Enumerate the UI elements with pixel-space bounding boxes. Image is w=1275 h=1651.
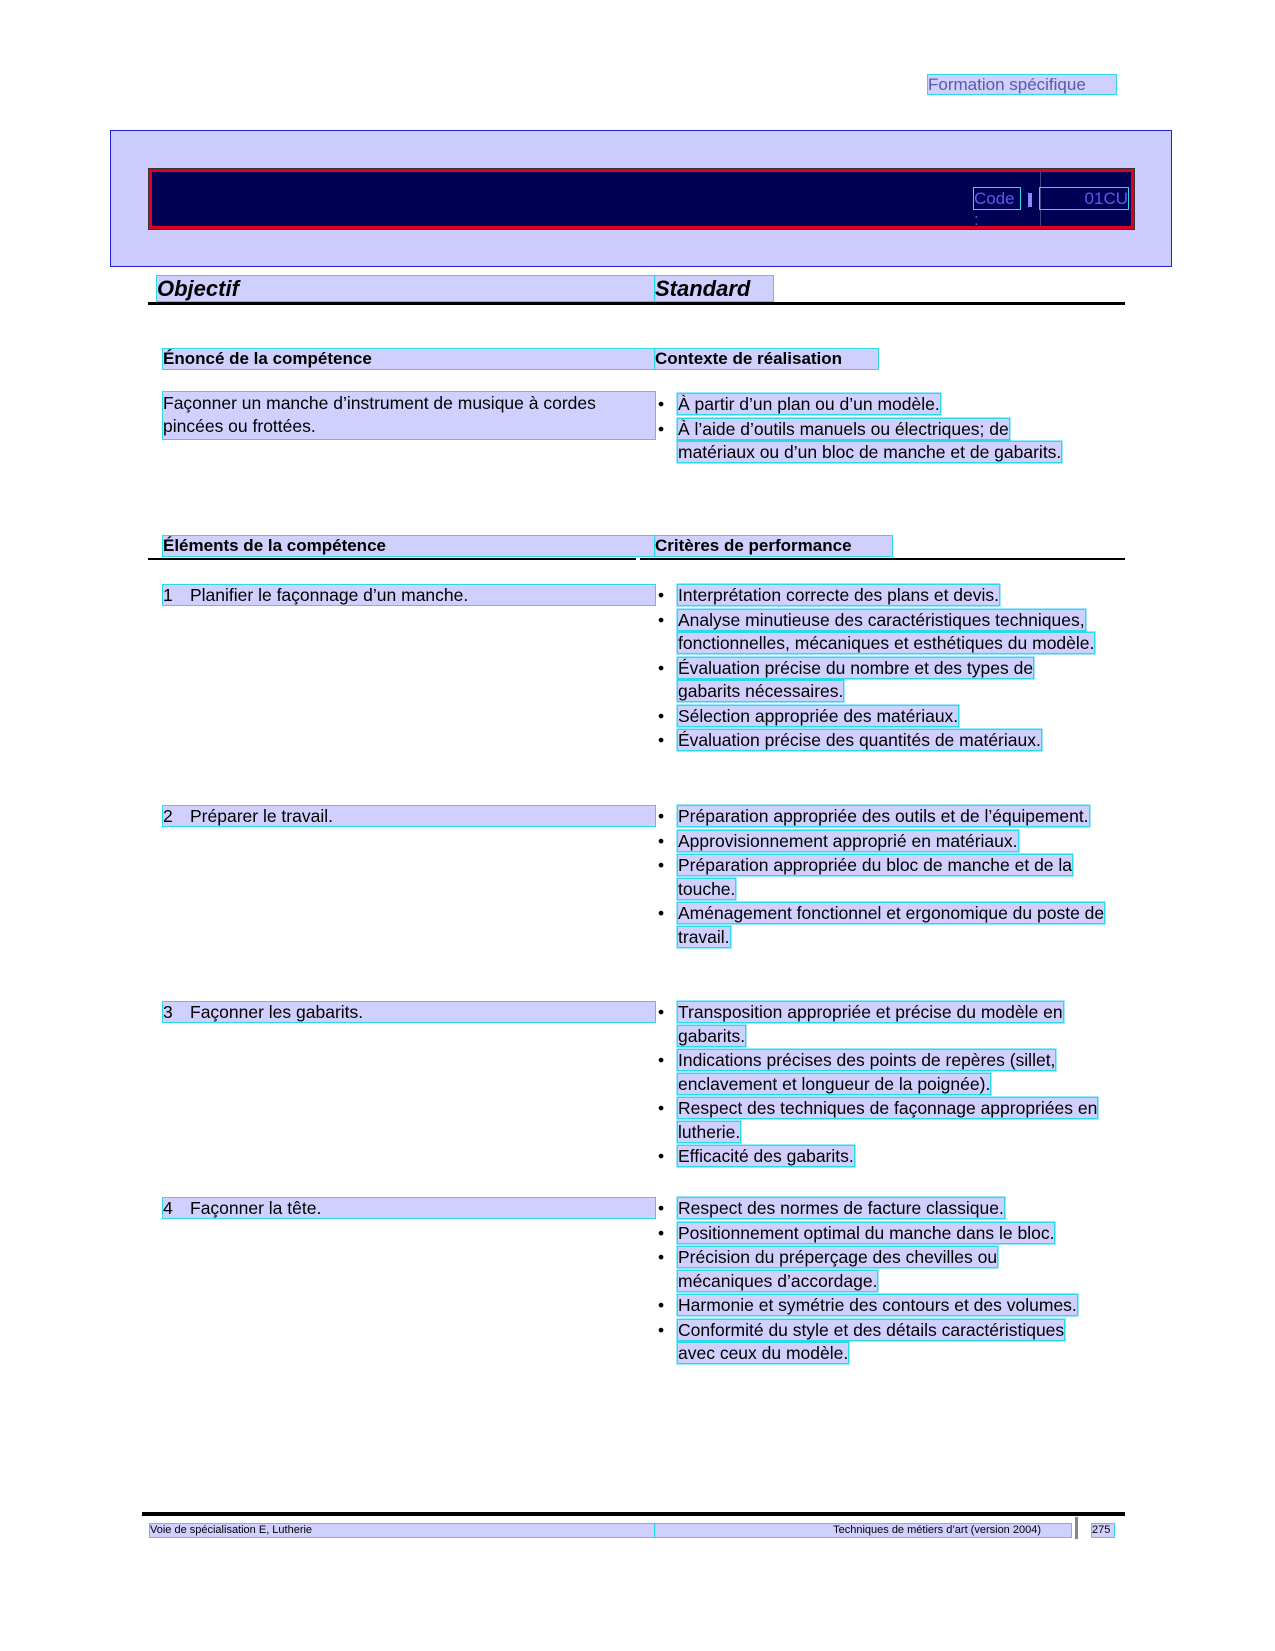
list-item: • Évaluation précise des quantités de matériaux. bbox=[655, 729, 1095, 753]
element-row bbox=[163, 1002, 655, 1022]
element-number: 1 bbox=[163, 585, 173, 605]
element-label: Façonner la tête. bbox=[190, 1198, 322, 1218]
element-number: 2 bbox=[163, 806, 173, 826]
footer-rule bbox=[142, 1512, 1125, 1516]
competence-heading: Énoncé de la compétence bbox=[163, 349, 655, 369]
list-item: • Préparation appropriée du bloc de manche et de la touche. bbox=[655, 854, 1115, 901]
element-number: 3 bbox=[163, 1002, 173, 1022]
element-label: Préparer le travail. bbox=[190, 806, 333, 826]
list-item: • Précision du préperçage des chevilles ou mécaniques d’accordage. bbox=[655, 1246, 1085, 1293]
list-item: • Aménagement fonctionnel et ergonomique du poste de travail. bbox=[655, 902, 1115, 949]
code-separator-mark bbox=[1028, 193, 1032, 207]
criteria-list-4 bbox=[655, 1197, 1085, 1367]
list-item: • Conformité du style et des détails caractéristiques avec ceux du modèle. bbox=[655, 1319, 1085, 1366]
list-item: • Évaluation précise du nombre et des types de gabarits nécessaires. bbox=[655, 657, 1095, 704]
criteria-list-2 bbox=[655, 805, 1115, 950]
section-label: Formation spécifique bbox=[928, 75, 1116, 94]
column-header-standard: Standard bbox=[655, 276, 773, 301]
element-row bbox=[163, 585, 655, 605]
code-value: 01CU bbox=[1040, 188, 1128, 209]
list-item: • À l’aide d’outils manuels ou électriques; de matériaux ou d’un bloc de manche et de gabarits. bbox=[655, 418, 1080, 465]
list-item: • Efficacité des gabarits. bbox=[655, 1145, 1100, 1169]
footer-separator bbox=[1075, 1517, 1078, 1539]
elements-rule bbox=[148, 558, 636, 560]
list-item: • Interprétation correcte des plans et devis. bbox=[655, 584, 1095, 608]
criteria-list-1 bbox=[655, 584, 1095, 754]
list-item: • À partir d’un plan ou d’un modèle. bbox=[655, 393, 1080, 417]
footer-right-text: Techniques de métiers d’art (version 2004) bbox=[655, 1524, 1071, 1537]
criteria-rule bbox=[640, 558, 1125, 560]
criteria-heading: Critères de performance bbox=[655, 536, 892, 556]
code-label: Code : bbox=[974, 188, 1020, 209]
element-label: Façonner les gabarits. bbox=[190, 1002, 364, 1022]
list-item: • Positionnement optimal du manche dans le bloc. bbox=[655, 1222, 1085, 1246]
competence-statement: Façonner un manche d’instrument de musique à cordes pincées ou frottées. bbox=[163, 392, 655, 439]
page-number: 275 bbox=[1092, 1524, 1114, 1537]
list-item: • Sélection appropriée des matériaux. bbox=[655, 705, 1095, 729]
column-header-objectif: Objectif bbox=[157, 276, 655, 301]
element-row bbox=[163, 806, 655, 826]
criteria-list-3 bbox=[655, 1001, 1100, 1170]
header-rule bbox=[148, 302, 1125, 305]
list-item: • Respect des normes de facture classique. bbox=[655, 1197, 1085, 1221]
element-number: 4 bbox=[163, 1198, 173, 1218]
list-item: • Harmonie et symétrie des contours et des volumes. bbox=[655, 1294, 1085, 1318]
list-item: • Préparation appropriée des outils et de l’équipement. bbox=[655, 805, 1115, 829]
element-row bbox=[163, 1198, 655, 1218]
list-item: • Indications précises des points de repères (sillet, enclavement et longueur de la poignée). bbox=[655, 1049, 1100, 1096]
element-label: Planifier le façonnage d’un manche. bbox=[190, 585, 469, 605]
list-item: • Analyse minutieuse des caractéristiques techniques, fonctionnelles, mécaniques et esthétiques du modèle. bbox=[655, 609, 1095, 656]
elements-heading: Éléments de la compétence bbox=[163, 536, 655, 556]
list-item: • Respect des techniques de façonnage appropriées en lutherie. bbox=[655, 1097, 1100, 1144]
context-list bbox=[655, 393, 1080, 466]
footer-left-text: Voie de spécialisation E, Lutherie bbox=[150, 1524, 655, 1537]
context-heading: Contexte de réalisation bbox=[655, 349, 878, 369]
list-item: • Approvisionnement approprié en matériaux. bbox=[655, 830, 1115, 854]
list-item: • Transposition appropriée et précise du modèle en gabarits. bbox=[655, 1001, 1100, 1048]
